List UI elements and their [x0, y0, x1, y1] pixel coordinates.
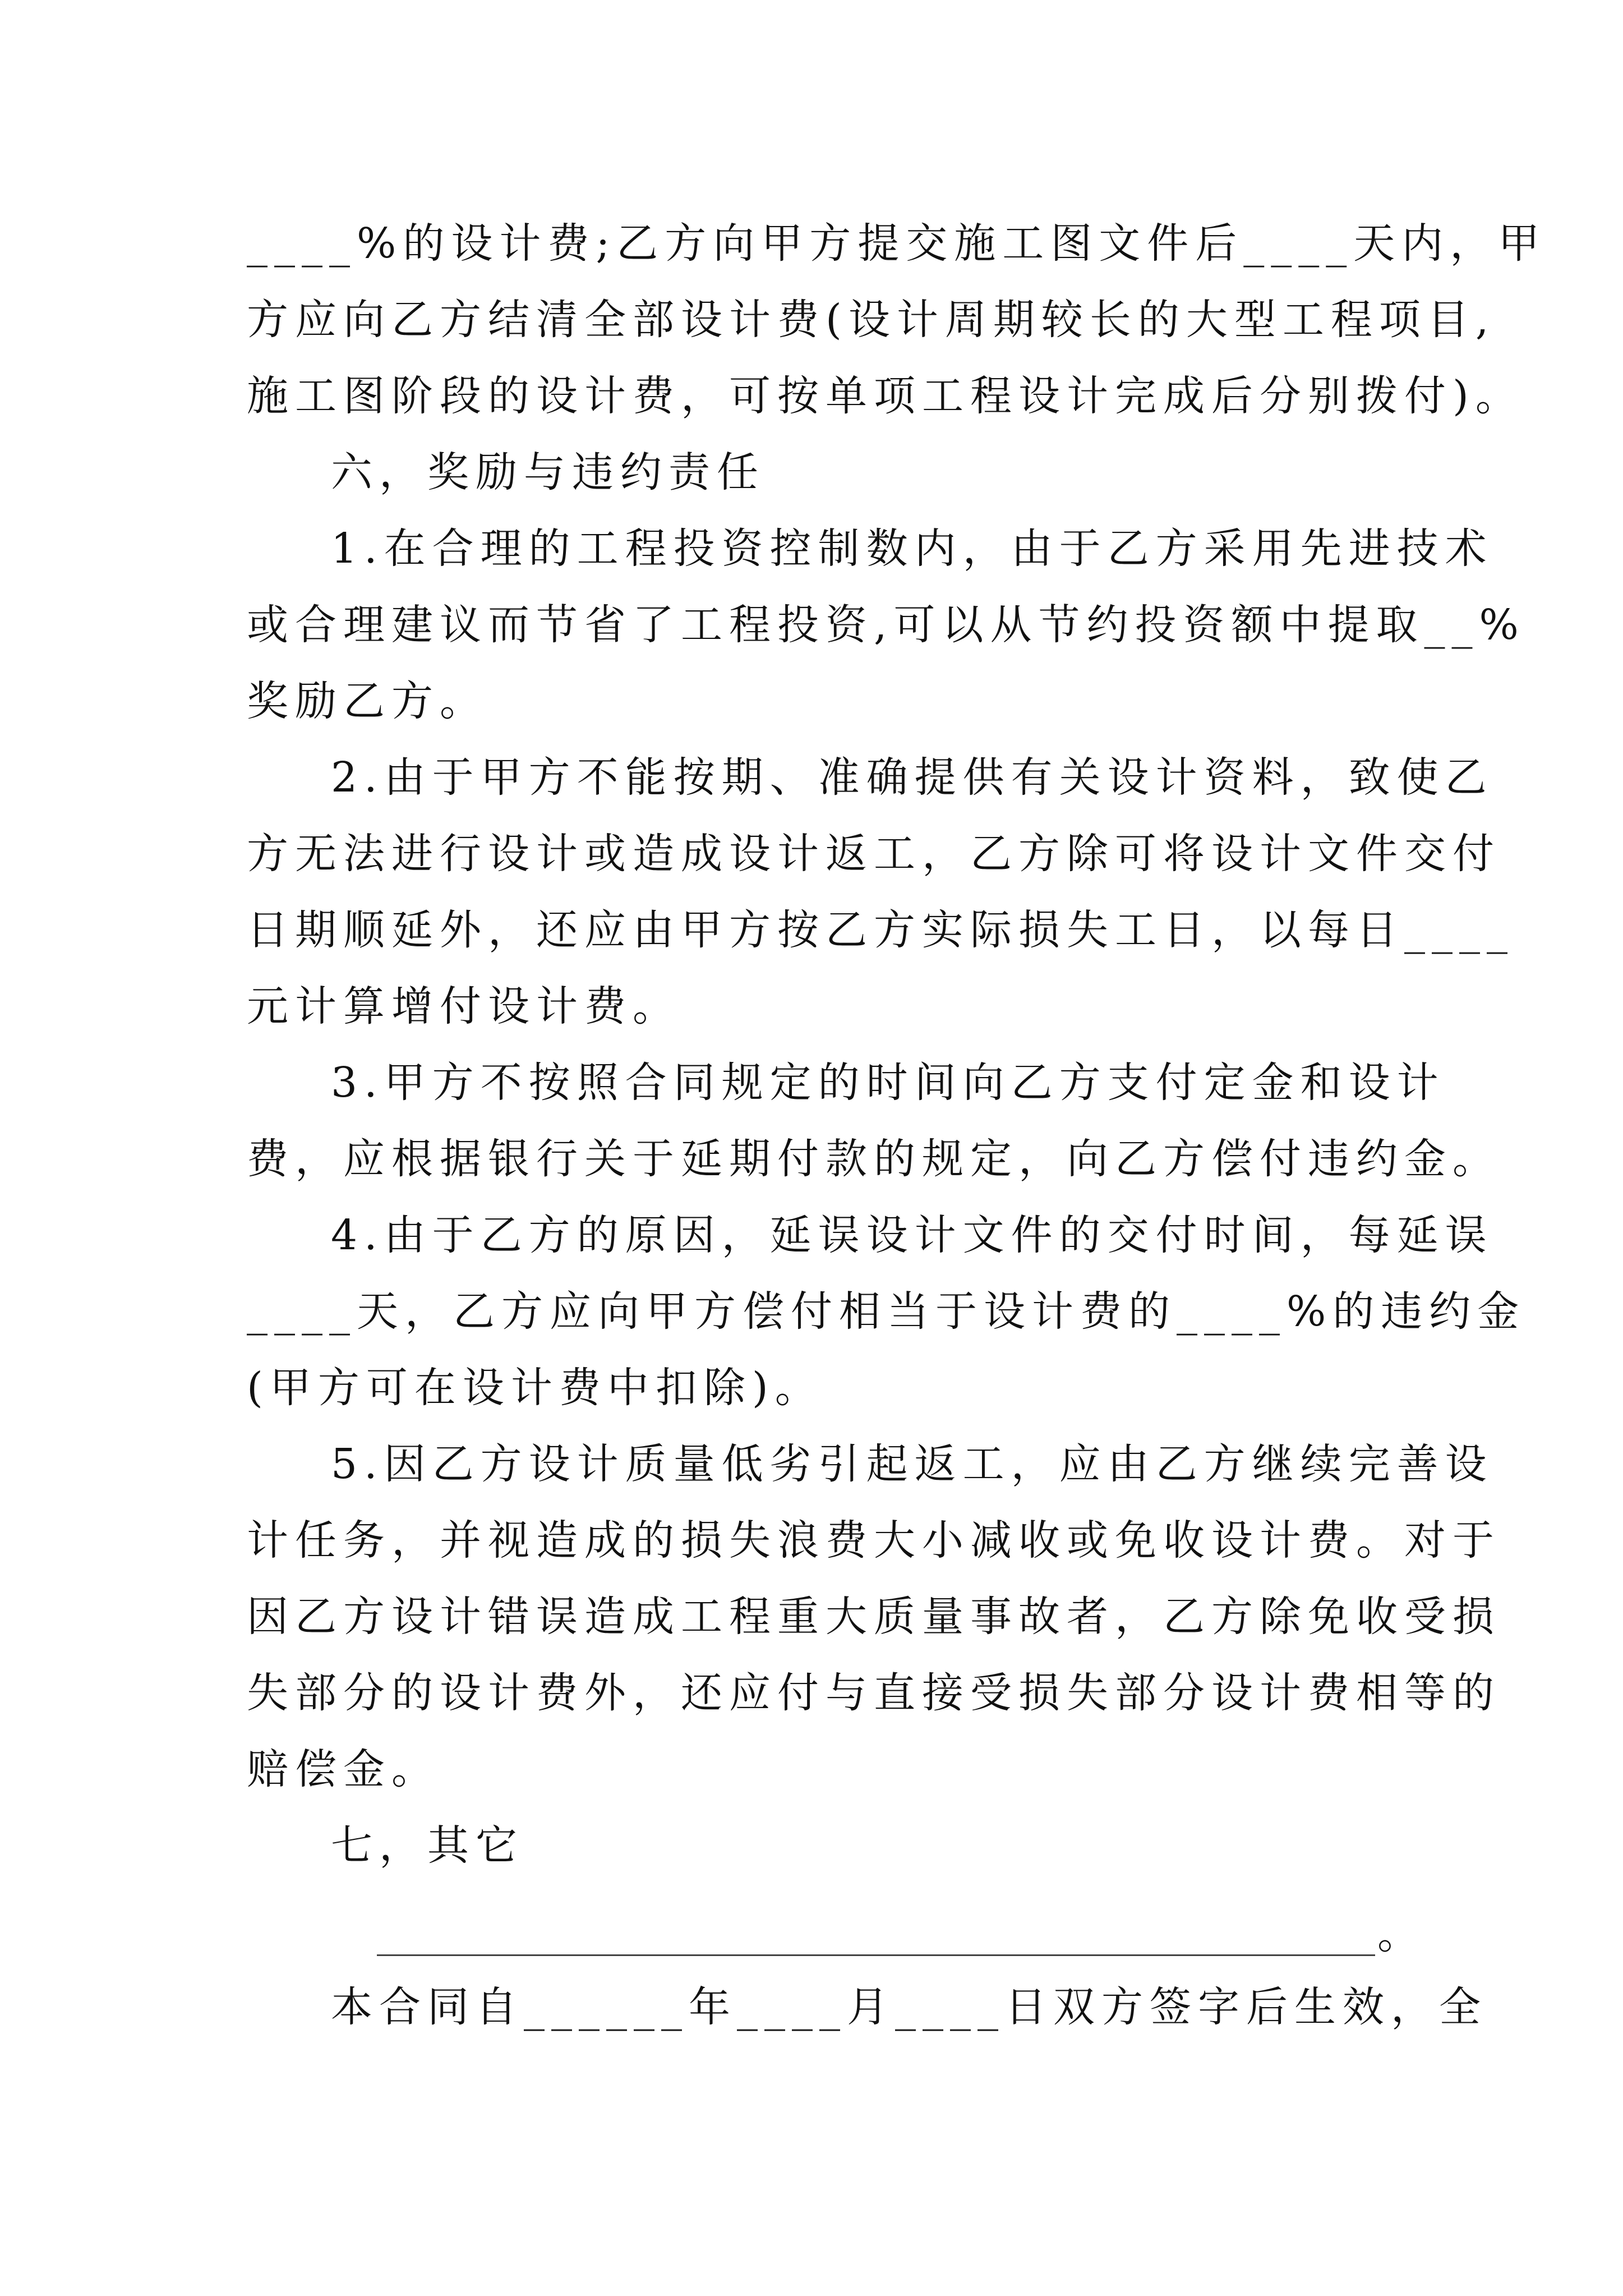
text-line-11: 元计算增付设计费。: [247, 982, 681, 1030]
text-line-17: 5.因乙方设计质量低劣引起返工，应由乙方继续完善设: [331, 1440, 1493, 1488]
text-line-18: 计任务，并视造成的损失浪费大小减收或免收设计费。对于: [247, 1516, 1501, 1565]
section-heading-other: 七，其它: [331, 1821, 524, 1870]
text-line-5: 1.在合理的工程投资控制数内，由于乙方采用先进技术: [331, 524, 1493, 573]
text-line-16: (甲方可在设计费中扣除)。: [247, 1364, 823, 1412]
text-line-21: 赔偿金。: [247, 1745, 440, 1793]
blank-fill-line: [377, 1954, 1375, 1956]
text-line-14: 4.由于乙方的原因，延误设计文件的交付时间，每延误: [331, 1211, 1493, 1259]
text-line-19: 因乙方设计错误造成工程重大质量事故者，乙方除免收受损: [247, 1593, 1501, 1641]
text-line-1: ____%的设计费;乙方向甲方提交施工图文件后____天内，甲: [247, 219, 1547, 268]
text-line-3: 施工图阶段的设计费，可按单项工程设计完成后分别拨付)。: [247, 372, 1524, 420]
text-line-7: 奖励乙方。: [247, 677, 488, 725]
text-line-2: 方应向乙方结清全部设计费(设计周期较长的大型工程项目,: [247, 296, 1496, 344]
text-line-effective-date: 本合同自______年____月____日双方签字后生效，全: [331, 1983, 1487, 2031]
text-line-15: ____天，乙方应向甲方偿付相当于设计费的____%的违约金: [247, 1287, 1526, 1336]
text-line-9: 方无法进行设计或造成设计返工，乙方除可将设计文件交付: [247, 830, 1501, 878]
text-line-10: 日期顺延外，还应由甲方按乙方实际损失工日，以每日____: [247, 906, 1514, 954]
text-line-13: 费，应根据银行关于延期付款的规定，向乙方偿付违约金。: [247, 1135, 1501, 1183]
section-heading-rewards-liability: 六，奖励与违约责任: [331, 448, 765, 496]
text-line-8: 2.由于甲方不能按期、准确提供有关设计资料，致使乙: [331, 753, 1493, 802]
text-line-20: 失部分的设计费外，还应付与直接受损失部分设计费相等的: [247, 1669, 1501, 1717]
blank-line-period: 。: [1377, 1910, 1419, 1958]
text-line-12: 3.甲方不按照合同规定的时间向乙方支付定金和设计: [331, 1059, 1445, 1107]
text-line-6: 或合理建议而节省了工程投资,可以从节约投资额中提取__%: [247, 601, 1525, 649]
